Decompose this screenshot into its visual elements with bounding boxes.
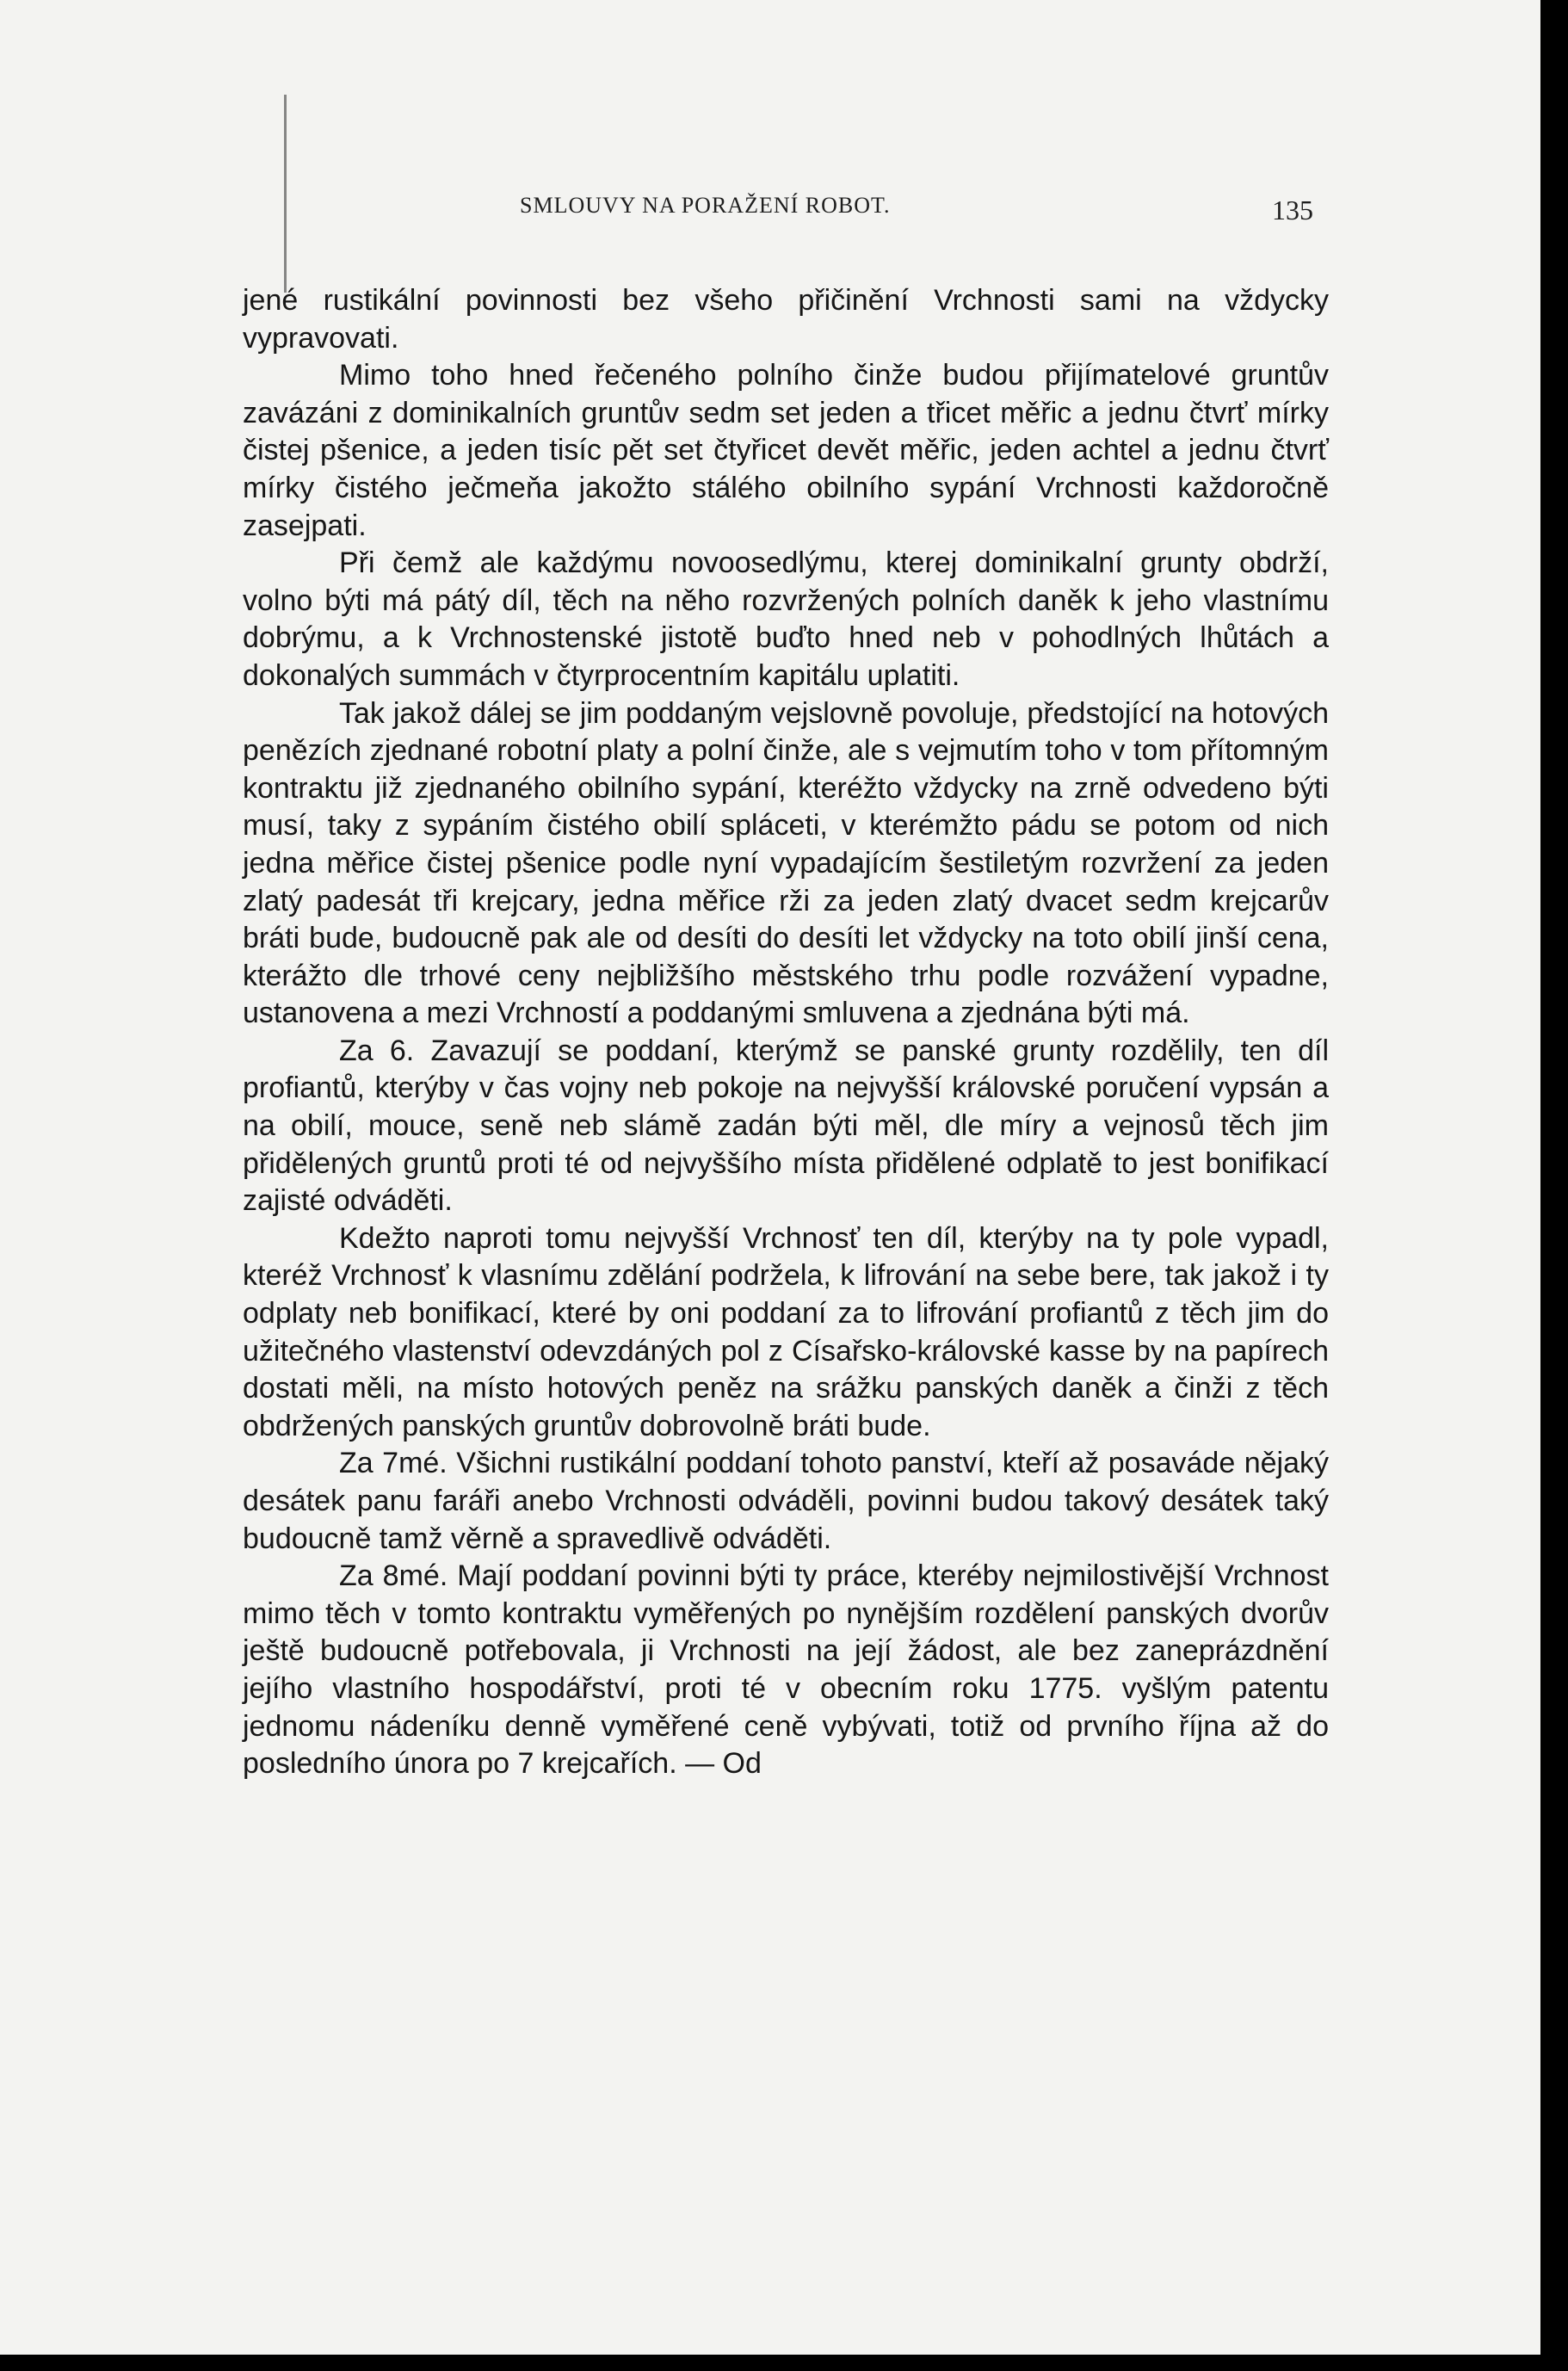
paragraph-article-8: Za 8mé. Mají poddaní povinni býti ty práce, kteréby nejmilostivější Vrchnost mimo těch v tomto kontraktu vyměřených po nynějším rozdělení panských dvorův ještě budoucně potřebovala, ji Vrchnosti na její žádost, ale bez zaneprázdnění jejího vlastního hospodářství, proti té v obecním roku 1775. vyšlým patentu jednomu nádeníku denně vyměřené ceně vybývati, totiž od prvního října až do posledního února po 7 krejcařích. — Od [243, 1559, 1329, 1781]
paragraph: Tak jakož dálej se jim poddaným vejslovně povoluje, předstojící na hotových penězích zjednané robotní platy a polní činže, ale s vejmutím toho v tom přítomným kontraktu již zjednaného obilního sypání, kteréžto vždycky na zrně odvedeno býti musí, taky z sypáním čistého obilí spláceti, v kterémžto pádu se potom od nich jedna měřice čistej pšenice podle nyní vypadajícím šestiletým rozvržení za jeden zlatý padesát tři krejcary, jedna měřice rži za jeden zlatý dvacet sedm krejcarův bráti bude, budoucně pak ale od desíti do desíti let vždycky na toto obilí jinší cena, kterážto dle trhové ceny nejbližšího městského trhu podle rozvážení vypadne, ustanovena a mezi Vrchností a poddanými smluvena a zjednána býti má. [243, 696, 1329, 1030]
paragraph: Mimo toho hned řečeného polního činže budou přijímatelové gruntův zavázáni z dominikalních gruntův sedm set jeden a třicet měřic a jednu čtvrť mírky čistej pšenice, a jeden tisíc pět set čtyřicet devět měřic, jeden achtel a jednu čtvrť mírky čistého ječmeňa jakožto stálého obilního sypání Vrchnosti každoročně zasejpati. [243, 359, 1329, 542]
scan-artifact-line [284, 95, 287, 293]
paragraph-article-7: Za 7mé. Všichni rustikální poddaní tohoto panství, kteří až posaváde nějaký desátek panu faráři anebo Vrchnosti odváděli, povinni budou takový desátek taký budoucně tamž věrně a spravedlivě odváděti. [243, 1447, 1329, 1555]
running-head: SMLOUVY NA PORAŽENÍ ROBOT. [520, 193, 891, 218]
paragraph-continuation: jené rustikální povinnosti bez všeho přičinění Vrchnosti sami na vždycky vypravovati. [243, 284, 1329, 355]
body-text [243, 282, 1329, 1783]
paragraph-article-6: Za 6. Zavazují se poddaní, kterýmž se panské grunty rozdělily, ten díl profiantů, kterýby v čas vojny neb pokoje na nejvyšší královské poručení vypsán a na obilí, mouce, seně neb slámě zadán býti měl, dle míry a vejnosů těch jim přidělených gruntů proti té od nejvyššího místa přidělené odplatě to jest bonifikací zajisté odváděti. [243, 1034, 1329, 1218]
page-number: 135 [1272, 194, 1313, 225]
paragraph: Kdežto naproti tomu nejvyšší Vrchnosť ten díl, kterýby na ty pole vypadl, kteréž Vrchnosť k vlasnímu zdělání podržela, k lifrování na sebe bere, tak jakož i ty odplaty neb bonifikací, které by oni poddaní za to lifrování profiantů z těch jim do užitečného vlastenství odevzdáných pol z Císařsko-královské kasse by na papírech dostati měli, na místo hotových peněz na srážku panských daněk a činži z těch obdržených panských gruntův dobrovolně bráti bude. [243, 1221, 1329, 1442]
paragraph: Při čemž ale každýmu novoosedlýmu, kterej dominikalní grunty obdrží, volno býti má pátý díl, těch na něho rozvržených polních daněk k jeho vlastnímu dobrýmu, a k Vrchnostenské jistotě buďto hned neb v pohodlných lhůtách a dokonalých summách v čtyrprocentním kapitálu uplatiti. [243, 546, 1329, 692]
